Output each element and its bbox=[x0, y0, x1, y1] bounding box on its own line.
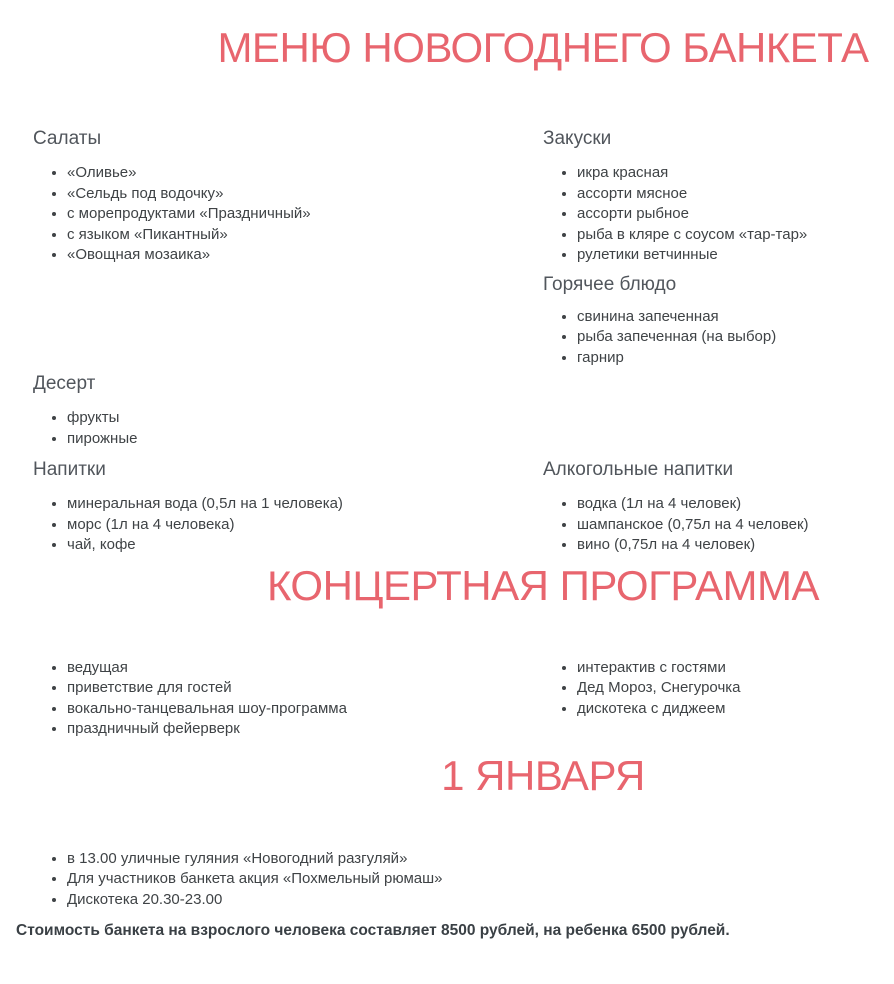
list-item: • ассорти мясное bbox=[577, 184, 894, 205]
list-item: • в 13.00 уличные гуляния «Новогодний разгуляй» bbox=[67, 849, 894, 870]
list-item: • минеральная вода (0,5л на 1 человека) bbox=[67, 494, 543, 515]
list-item: • «Сельдь под водочку» bbox=[67, 184, 543, 205]
list-item: • интерактив с гостями bbox=[577, 658, 894, 679]
hot-dish-list bbox=[543, 307, 894, 369]
list-item: • с морепродуктами «Праздничный» bbox=[67, 204, 543, 225]
section-dessert bbox=[33, 371, 543, 449]
page-title: МЕНЮ НОВОГОДНЕГО БАНКЕТА bbox=[217, 24, 869, 71]
price-note: Стоимость банкета на взрослого человека составляет 8500 рублей, на ребенка 6500 рублей. bbox=[16, 922, 730, 939]
section-heading-drinks: Напитки bbox=[33, 459, 106, 480]
list-item: • вокально-танцевальная шоу-программа bbox=[67, 699, 543, 720]
banquet-menu-page bbox=[0, 22, 894, 941]
menu-sections bbox=[0, 126, 894, 556]
list-item: • вино (0,75л на 4 человек) bbox=[577, 535, 894, 556]
list-item: • «Овощная мозаика» bbox=[67, 245, 543, 266]
concert-program-sections bbox=[0, 658, 894, 740]
section-appetizers bbox=[543, 126, 894, 266]
list-item: • морс (1л на 4 человека) bbox=[67, 515, 543, 536]
january-first-section bbox=[0, 849, 894, 911]
january-first-list bbox=[33, 849, 894, 911]
list-item: • рыба в кляре с соусом «тар-тар» bbox=[577, 225, 894, 246]
drinks-list bbox=[33, 494, 543, 556]
list-item: • пирожные bbox=[67, 429, 543, 450]
section-heading-dessert: Десерт bbox=[33, 373, 96, 394]
list-item: • шампанское (0,75л на 4 человек) bbox=[577, 515, 894, 536]
list-item: • с языком «Пикантный» bbox=[67, 225, 543, 246]
list-item: • икра красная bbox=[577, 163, 894, 184]
concert-left-list bbox=[33, 658, 543, 740]
section-alcohol bbox=[543, 457, 894, 556]
concert-left-column bbox=[33, 658, 543, 740]
section-heading-alcohol: Алкогольные напитки bbox=[543, 459, 734, 480]
list-item: • приветствие для гостей bbox=[67, 678, 543, 699]
concert-right-column bbox=[543, 658, 894, 740]
list-item: • рулетики ветчинные bbox=[577, 245, 894, 266]
section-heading-salads: Салаты bbox=[33, 128, 102, 149]
list-item: • чай, кофе bbox=[67, 535, 543, 556]
dessert-list bbox=[33, 408, 543, 449]
concert-right-list bbox=[543, 658, 894, 720]
section-hot-dish bbox=[543, 272, 894, 369]
alcohol-list bbox=[543, 494, 894, 556]
list-item: • дискотека с диджеем bbox=[577, 699, 894, 720]
section-drinks bbox=[33, 457, 543, 556]
list-item: • рыба запеченная (на выбор) bbox=[577, 327, 894, 348]
list-item: • ассорти рыбное bbox=[577, 204, 894, 225]
list-item: • Дед Мороз, Снегурочка bbox=[577, 678, 894, 699]
section-heading-hot-dish: Горячее блюдо bbox=[543, 273, 677, 295]
concert-program-title: КОНЦЕРТНАЯ ПРОГРАММА bbox=[266, 561, 820, 609]
section-salads bbox=[33, 126, 543, 368]
january-first-title: 1 ЯНВАРЯ bbox=[441, 751, 645, 799]
list-item: • «Оливье» bbox=[67, 163, 543, 184]
list-item: • гарнир bbox=[577, 348, 894, 369]
right-column-top bbox=[543, 126, 894, 368]
section-heading-appetizers: Закуски bbox=[543, 128, 612, 149]
list-item: • водка (1л на 4 человек) bbox=[577, 494, 894, 515]
salads-list bbox=[33, 163, 543, 266]
list-item: • Дискотека 20.30-23.00 bbox=[67, 890, 894, 911]
list-item: • Для участников банкета акция «Похмельный рюмаш» bbox=[67, 869, 894, 890]
list-item: • свинина запеченная bbox=[577, 307, 894, 328]
appetizers-list bbox=[543, 163, 894, 266]
list-item: • праздничный фейерверк bbox=[67, 719, 543, 740]
list-item: • ведущая bbox=[67, 658, 543, 679]
list-item: • фрукты bbox=[67, 408, 543, 429]
